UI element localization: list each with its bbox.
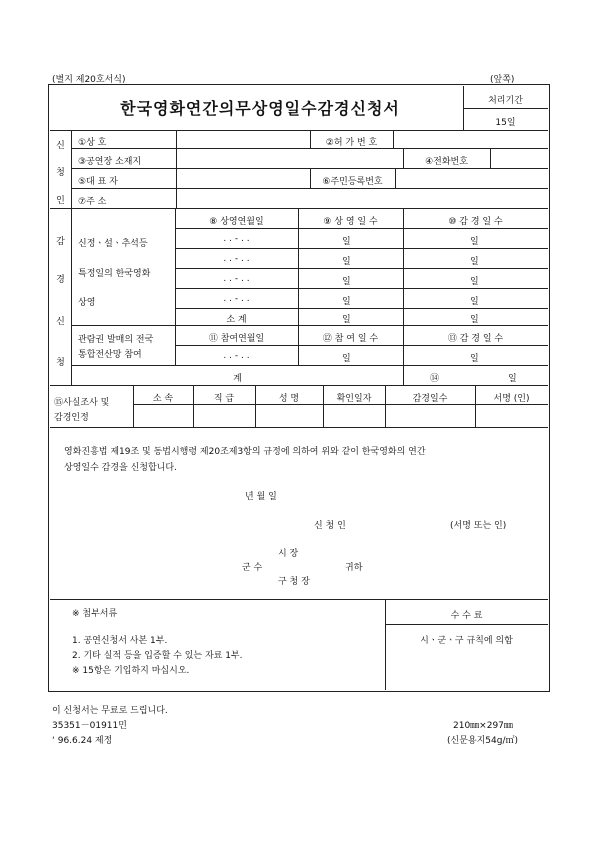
permit-number-field[interactable] bbox=[394, 130, 547, 147]
screening-date-header: ⑧ 상영연월일 bbox=[209, 217, 264, 227]
special-days-desc-1: 신정ㆍ설ㆍ추석등 bbox=[78, 239, 148, 249]
attachments-title: ※ 첨부서류 bbox=[72, 609, 118, 619]
survey-col-rank: 직 급 bbox=[213, 394, 235, 404]
addressee-mayor: 시 장 bbox=[278, 549, 299, 559]
address-label: ⑦주 소 bbox=[78, 197, 107, 207]
screening-days-unit: 일 bbox=[342, 237, 351, 247]
survey-col-confirm-date: 확인일자 bbox=[336, 394, 372, 404]
applicant-section-char-1: 신 bbox=[56, 141, 65, 151]
phone-field[interactable] bbox=[491, 149, 547, 167]
total-unit: 일 bbox=[508, 374, 517, 384]
application-date[interactable]: 년 월 일 bbox=[245, 492, 277, 502]
attachment-item-2: 2. 기타 실적 등을 입증할 수 있는 자료 1부. bbox=[72, 651, 243, 661]
enactment-date: ‘ 96.6.24 제정 bbox=[52, 736, 113, 746]
applicant-section-char-2: 청 bbox=[56, 168, 65, 178]
reduction-days-unit: 일 bbox=[470, 297, 479, 307]
addressee-district-head: 구 청 장 bbox=[278, 577, 310, 587]
phone-label: ④전화번호 bbox=[425, 157, 468, 167]
special-days-desc-3: 상영 bbox=[78, 298, 96, 308]
venue-address-label: ③공연장 소재지 bbox=[78, 157, 142, 167]
reduction-section-char-1: 감 bbox=[56, 237, 65, 247]
reduction-days-unit: 일 bbox=[470, 257, 479, 267]
screening-date-1[interactable]: . . - . . bbox=[223, 234, 250, 244]
attachment-item-1: 1. 공연신청서 사본 1부. bbox=[72, 636, 168, 646]
paper-type: (신문용지54g/㎡) bbox=[447, 736, 518, 746]
network-desc-2: 통합전산망 참여 bbox=[78, 350, 142, 360]
participation-date-header: ⑪ 참여연월일 bbox=[208, 334, 265, 344]
screening-date-4[interactable]: . . - . . bbox=[223, 294, 250, 304]
total-number-label: ⑭ bbox=[430, 374, 440, 384]
addressee-suffix: 귀하 bbox=[345, 563, 363, 573]
subtotal-reduction-unit: 일 bbox=[470, 315, 479, 325]
total-label: 계 bbox=[233, 374, 242, 384]
survey-label-1: ⑮사실조사 및 bbox=[54, 398, 110, 408]
subtotal-screening-unit: 일 bbox=[342, 315, 351, 325]
form-code: 35351－01911민 bbox=[52, 721, 127, 731]
signature-field[interactable]: (서명 또는 인) bbox=[450, 521, 507, 531]
reduction-days-unit: 일 bbox=[470, 237, 479, 247]
screening-date-3[interactable]: . . - . . bbox=[223, 274, 250, 284]
screening-days-unit: 일 bbox=[342, 257, 351, 267]
statement-line-1: 영화진흥법 제19조 및 동법시행령 제20조제3항의 규정에 의하여 위와 같이 한국영화의 연간 bbox=[64, 447, 426, 457]
screening-days-header: ⑨ 상 영 일 수 bbox=[323, 217, 378, 227]
participation-days-header: ⑫ 참 여 일 수 bbox=[322, 334, 379, 344]
representative-label: ⑤대 표 자 bbox=[78, 177, 118, 187]
free-notice: 이 신청서는 무료로 드립니다. bbox=[52, 706, 168, 716]
form-title: 한국영화연간의무상영일수감경신청서 bbox=[120, 99, 400, 118]
permit-number-label: ②허 가 번 호 bbox=[325, 138, 378, 148]
survey-col-signature: 서명 (인) bbox=[493, 394, 530, 404]
applicant-section-char-3: 인 bbox=[56, 196, 65, 206]
reduction-section-char-4: 청 bbox=[56, 358, 65, 368]
participation-days-unit: 일 bbox=[342, 354, 351, 364]
processing-period-value: 15일 bbox=[495, 118, 516, 128]
survey-label-2: 감경인정 bbox=[54, 413, 89, 423]
attachment-note: ※ 15항은 기입하지 마십시오. bbox=[72, 666, 190, 676]
participation-date[interactable]: . . - . . bbox=[223, 351, 250, 361]
reduction-section-char-3: 신 bbox=[56, 317, 65, 327]
reduction-days-header: ⑩ 감 경 일 수 bbox=[448, 217, 503, 227]
reduction-section-char-2: 경 bbox=[56, 275, 65, 285]
resident-number-field[interactable] bbox=[396, 169, 547, 187]
screening-days-unit: 일 bbox=[342, 277, 351, 287]
network-desc-1: 관람권 발매의 전국 bbox=[78, 335, 154, 345]
fee-label: 수 수 료 bbox=[450, 611, 483, 621]
fee-value: 시ㆍ군ㆍ구 규칙에 의함 bbox=[420, 636, 513, 646]
business-name-label: ①상 호 bbox=[78, 138, 107, 148]
screening-date-2[interactable]: . . - . . bbox=[223, 254, 250, 264]
survey-col-affiliation: 소 속 bbox=[152, 394, 174, 404]
special-days-desc-2: 특정일의 한국영화 bbox=[78, 269, 151, 279]
addressee-governor: 군 수 bbox=[242, 563, 263, 573]
subtotal-label: 소 계 bbox=[226, 315, 247, 325]
statement-line-2: 상영일수 감경을 신청합니다. bbox=[64, 463, 177, 473]
network-reduction-unit: 일 bbox=[470, 354, 479, 364]
paper-size: 210㎜×297㎜ bbox=[453, 721, 513, 731]
survey-col-reduction-days: 감경일수 bbox=[412, 394, 448, 404]
survey-col-name: 성 명 bbox=[278, 394, 300, 404]
resident-number-label: ⑥주민등록번호 bbox=[322, 177, 383, 187]
venue-address-field[interactable] bbox=[177, 149, 402, 167]
page-side-label: (앞쪽) bbox=[490, 75, 515, 85]
screening-days-unit: 일 bbox=[342, 297, 351, 307]
network-reduction-header: ⑬ 감 경 일 수 bbox=[447, 334, 504, 344]
representative-field[interactable] bbox=[177, 169, 309, 187]
processing-period-label: 처리기간 bbox=[488, 96, 523, 106]
address-field[interactable] bbox=[177, 189, 547, 207]
business-name-field[interactable] bbox=[176, 130, 310, 147]
reduction-days-unit: 일 bbox=[470, 277, 479, 287]
form-number: (별지 제20호서식) bbox=[52, 75, 126, 85]
applicant-label: 신 청 인 bbox=[314, 521, 346, 531]
